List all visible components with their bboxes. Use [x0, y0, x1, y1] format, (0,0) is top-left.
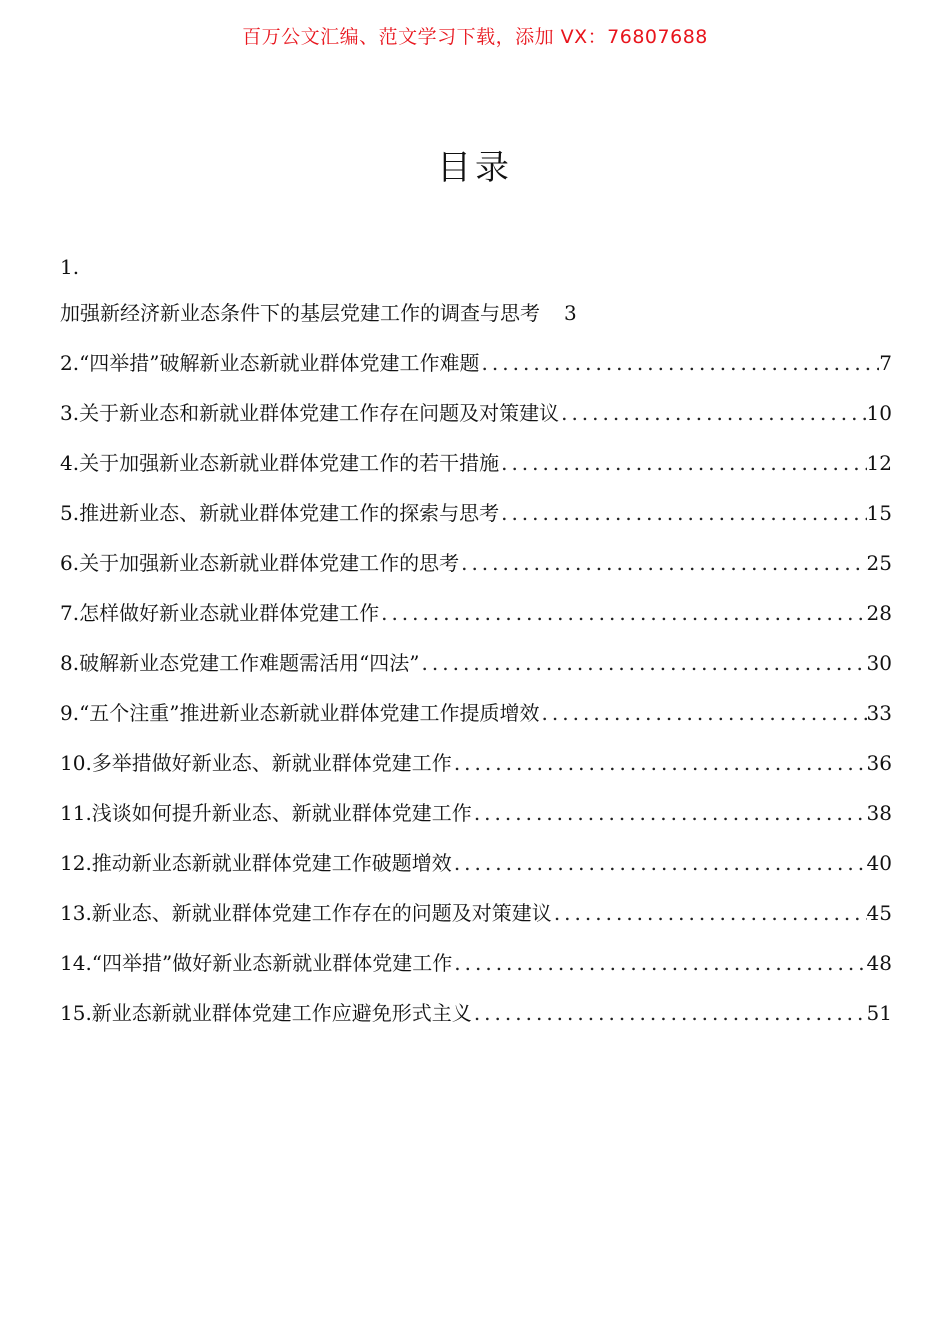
toc-entry-12[interactable] [60, 838, 892, 888]
toc-entry-text: 9.“五个注重”推进新业态新就业群体党建工作提质增效 [60, 701, 540, 725]
toc-entry-1[interactable] [60, 288, 892, 338]
toc-entry-text: 3.关于新业态和新就业群体党建工作存在问题及对策建议 [60, 401, 560, 425]
toc-entry-page: 40 [866, 851, 892, 875]
toc-entry-page: 33 [866, 701, 892, 725]
dot-leader [559, 388, 866, 438]
dot-leader [452, 938, 866, 988]
toc-entry-3[interactable] [60, 388, 892, 438]
dot-leader [459, 538, 866, 588]
toc-entry-14[interactable] [60, 938, 892, 988]
dot-leader [480, 338, 880, 388]
toc-entry-page: 12 [866, 451, 892, 475]
dot-leader [552, 888, 867, 938]
toc-entry-15[interactable] [60, 988, 892, 1038]
toc-entry-9[interactable] [60, 688, 892, 738]
toc-entry-text: 5.推进新业态、新就业群体党建工作的探索与思考 [60, 501, 500, 525]
toc-entry-page: 10 [866, 401, 892, 425]
toc-entry-text: 15.新业态新就业群体党建工作应避免形式主义 [60, 1001, 472, 1025]
toc-entry-5[interactable] [60, 488, 892, 538]
dot-leader [499, 488, 866, 538]
toc-entry-11[interactable] [60, 788, 892, 838]
toc-entry-text: 4.关于加强新业态新就业群体党建工作的若干措施 [60, 451, 500, 475]
page-title: 目录 [437, 148, 513, 188]
toc-entry-page: 51 [866, 1001, 892, 1025]
toc-entry-text: 8.破解新业态党建工作难题需活用“四法” [60, 651, 420, 675]
toc-entry-text: 13.新业态、新就业群体党建工作存在的问题及对策建议 [60, 901, 552, 925]
toc-entry-text: 10.多举措做好新业态、新就业群体党建工作 [60, 751, 452, 775]
dot-leader [420, 638, 867, 688]
toc-entry-6[interactable] [60, 538, 892, 588]
dot-leader [472, 788, 867, 838]
toc-entry-page: 30 [866, 651, 892, 675]
toc-entry-4[interactable] [60, 438, 892, 488]
toc-entry-page: 48 [866, 951, 892, 975]
toc-entry-13[interactable] [60, 888, 892, 938]
dot-leader [379, 588, 866, 638]
toc-entry-10[interactable] [60, 738, 892, 788]
toc-entry-page: 7 [879, 351, 892, 375]
toc-entry-text: 12.推动新业态新就业群体党建工作破题增效 [60, 851, 452, 875]
table-of-contents [60, 246, 892, 1038]
dot-leader [452, 838, 867, 888]
dot-leader [540, 688, 867, 738]
toc-entry-8[interactable] [60, 638, 892, 688]
toc-entry-1-number[interactable]: 1. [60, 255, 80, 279]
toc-entry-7[interactable] [60, 588, 892, 638]
dot-leader [452, 738, 867, 788]
toc-entry-2[interactable] [60, 338, 892, 388]
toc-entry-text: 7.怎样做好新业态就业群体党建工作 [60, 601, 380, 625]
toc-entry-text: 6.关于加强新业态新就业群体党建工作的思考 [60, 551, 460, 575]
toc-entry-page: 28 [866, 601, 892, 625]
toc-entry-text: 加强新经济新业态条件下的基层党建工作的调查与思考 [60, 301, 540, 325]
toc-entry-page: 3 [564, 301, 577, 325]
dot-leader [499, 438, 866, 488]
toc-entry-text: 2.“四举措”破解新业态新就业群体党建工作难题 [60, 351, 480, 375]
download-banner: 百万公文汇编、范文学习下载，添加 VX：76807688 [242, 26, 708, 48]
toc-entry-page: 45 [866, 901, 892, 925]
toc-entry-text: 14.“四举措”做好新业态新就业群体党建工作 [60, 951, 453, 975]
dot-leader [472, 988, 867, 1038]
toc-entry-page: 15 [866, 501, 892, 525]
toc-entry-page: 36 [866, 751, 892, 775]
toc-entry-text: 11.浅谈如何提升新业态、新就业群体党建工作 [60, 801, 472, 825]
toc-entry-page: 25 [866, 551, 892, 575]
toc-entry-page: 38 [866, 801, 892, 825]
